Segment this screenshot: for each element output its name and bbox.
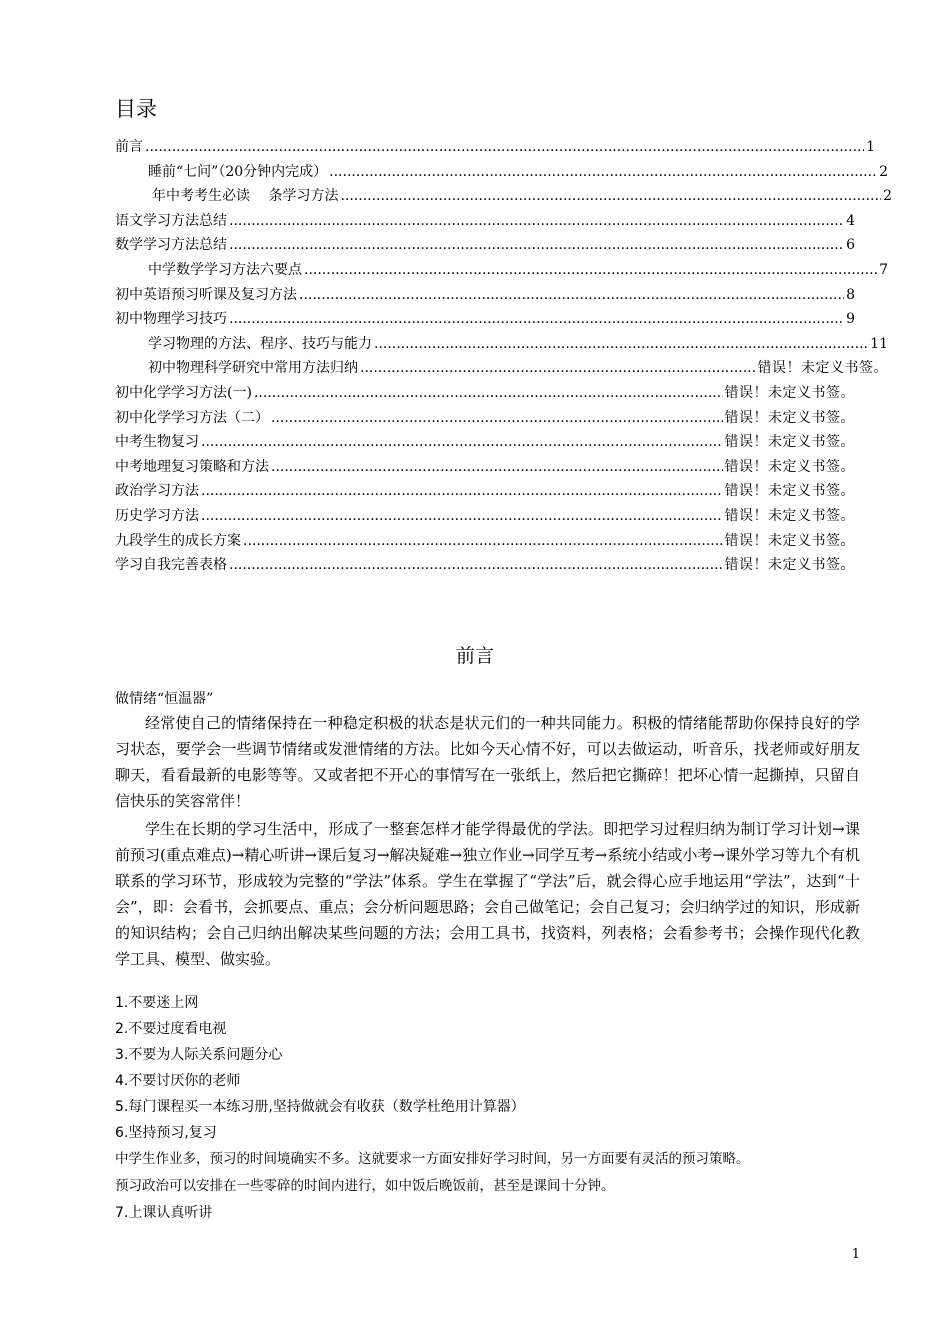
list-item: 3.不要为人际关系问题分心 xyxy=(115,1047,283,1063)
list-item-text: 预习政治可以安排在一些零碎的时间内进行，如中饭后晚饭前，甚至是课间十分钟。 xyxy=(115,1178,615,1194)
toc-entry-title: 中考生物复习 xyxy=(115,434,199,451)
toc-leader-dots xyxy=(229,311,844,327)
toc-leader-dots xyxy=(243,533,723,549)
page-number: 1 xyxy=(851,1247,860,1262)
toc-entry-page: 错误！未定义书签。 xyxy=(724,532,855,549)
toc-entry[interactable] xyxy=(115,530,855,555)
toc-entry-title: 初中物理学习技巧 xyxy=(115,311,227,328)
toc-leader-dots xyxy=(271,459,723,475)
toc-entry-page: 错误！未定义书签。 xyxy=(724,507,855,524)
toc-leader-dots xyxy=(145,139,864,155)
list-item: 7.上课认真听讲 xyxy=(115,1205,213,1221)
toc-entry-title: 历史学习方法 xyxy=(115,507,199,524)
toc-entry[interactable] xyxy=(115,161,888,186)
toc-entry-page: 2 xyxy=(883,188,892,205)
toc-entry-title: 学习物理的方法、程序、技巧与能力 xyxy=(148,335,372,352)
list-item: 5.每门课程买一本练习册,坚持做就会有收获（数学杜绝用计算器） xyxy=(115,1099,525,1115)
list-item: 1.不要迷上网 xyxy=(115,995,199,1011)
toc-entry[interactable] xyxy=(115,259,888,284)
toc-entry[interactable] xyxy=(115,382,855,407)
toc-entry-title: 初中化学学习方法(一) xyxy=(115,384,252,401)
toc-leader-dots xyxy=(201,483,723,499)
toc-entry[interactable] xyxy=(115,554,855,579)
toc-leader-dots xyxy=(360,360,756,376)
toc-entry[interactable] xyxy=(115,407,855,432)
toc-title: 目录 xyxy=(115,97,157,121)
preface-title: 前言 xyxy=(455,645,494,667)
list-item-text: 中学生作业多，预习的时间境确实不多。这就要求一方面安排好学习时间，另一方面要有灵活的预习策略。 xyxy=(115,1151,750,1167)
toc-leader-dots xyxy=(254,385,723,401)
toc-leader-dots xyxy=(201,508,723,524)
toc-entry[interactable] xyxy=(115,136,875,161)
toc-entry-page: 11 xyxy=(870,335,888,352)
toc-entry[interactable] xyxy=(115,357,888,382)
toc-leader-dots xyxy=(229,557,723,573)
toc-entry-title: 中学数学学习方法六要点 xyxy=(148,261,302,278)
toc-entry-page: 7 xyxy=(879,261,888,278)
toc-entry-page: 错误！未定义书签。 xyxy=(724,483,855,500)
toc-entry[interactable] xyxy=(115,480,855,505)
toc-entry-page: 9 xyxy=(846,311,855,328)
toc-leader-dots xyxy=(229,213,844,229)
toc-entry[interactable] xyxy=(115,456,855,481)
toc-leader-dots xyxy=(340,188,881,204)
toc-entry[interactable] xyxy=(115,308,855,333)
toc-entry-page: 错误！未定义书签。 xyxy=(724,557,855,574)
toc-entry-title: 政治学习方法 xyxy=(115,483,199,500)
toc-entry-page: 4 xyxy=(846,212,855,229)
toc-entry[interactable] xyxy=(115,284,855,309)
toc-entry[interactable] xyxy=(115,505,855,530)
toc-entry-title: 九段学生的成长方案 xyxy=(115,532,241,549)
tips-list xyxy=(115,990,875,1226)
toc-leader-dots xyxy=(329,164,877,180)
toc-entry-title: 初中物理科学研究中常用方法归纳 xyxy=(148,360,358,377)
toc-entry-title: 语文学习方法总结 xyxy=(115,212,227,229)
toc-entry[interactable] xyxy=(115,210,855,235)
toc-entry[interactable] xyxy=(115,431,855,456)
toc-entry-page: 错误！未定义书签。 xyxy=(724,434,855,451)
toc-entry-page: 错误！未定义书签。 xyxy=(757,360,888,377)
toc-leader-dots xyxy=(271,410,723,426)
preface-paragraph-1: 经常使自己的情绪保持在一种稳定积极的状态是状元们的一种共同能力。积极的情绪能帮助你保持良好的学习状态，要学会一些调节情绪或发泄情绪的方法。比如今天心情不好，可以去做运动，听音乐，找老师或好朋友聊天，看看最新的电影等等。又或者把不开心的事情写在一张纸上，然后把它撕碎！把坏心情一起撕掉，只留自信快乐的笑容常伴！ xyxy=(115,714,860,810)
toc-leader-dots xyxy=(229,237,844,253)
toc-leader-dots xyxy=(304,262,877,278)
toc-entry-title: 数学学习方法总结 xyxy=(115,237,227,254)
list-item: 6.坚持预习,复习 xyxy=(115,1125,217,1141)
list-item: 2.不要过度看电视 xyxy=(115,1021,227,1037)
preface-paragraph-2: 学生在长期的学习生活中，形成了一整套怎样才能学得最优的学法。即把学习过程归纳为制订学习计划→课前预习(重点难点)→精心听讲→课后复习→解决疑难→独立作业→同学互考→系统小结或小考→课外学习等九个有机联系的学习环节，形成较为完整的“学法”体系。学生在掌握了“学法”后，就会得心应手地运用“学法”，达到“十会”，即：会看书，会抓要点、重点；会分析问题思路；会自己做笔记；会自己复习；会归纳学过的知识，形成新的知识结构；会自己归纳出解决某些问题的方法；会用工具书，找资料，列表格；会看参考书；会操作现代化教学工具、模型、做实验。 xyxy=(115,820,860,968)
toc-entry-title: 睡前“七问”（20分钟内完成） xyxy=(148,163,328,180)
toc-entry-title: 中考地理复习策略和方法 xyxy=(115,458,269,475)
toc-leader-dots xyxy=(299,287,844,303)
toc-entry-page: 错误！未定义书签。 xyxy=(724,409,855,426)
preface-subheading: 做情绪“恒温器” xyxy=(115,691,214,707)
toc-entry-title: 学习自我完善表格 xyxy=(115,557,227,574)
toc-entry-page: 错误！未定义书签。 xyxy=(724,458,855,475)
toc-entry[interactable] xyxy=(115,234,855,259)
toc-entry-page: 错误！未定义书签。 xyxy=(724,384,855,401)
toc-leader-dots xyxy=(374,336,868,352)
toc-entry-page: 6 xyxy=(846,237,855,254)
toc-entry-title: 初中化学学习方法（二） xyxy=(115,409,269,426)
toc-entry-page: 1 xyxy=(866,139,875,155)
toc-entry[interactable] xyxy=(115,185,892,210)
toc-entry-title: 年中考考生必读 条学习方法 xyxy=(152,188,339,205)
list-item: 4.不要讨厌你的老师 xyxy=(115,1073,241,1089)
table-of-contents xyxy=(115,136,892,579)
toc-entry-title: 前言 xyxy=(115,139,143,155)
toc-entry-page: 8 xyxy=(846,286,855,303)
toc-entry-title: 初中英语预习听课及复习方法 xyxy=(115,286,297,303)
toc-entry-page: 2 xyxy=(879,163,888,180)
toc-leader-dots xyxy=(201,434,723,450)
toc-entry[interactable] xyxy=(115,333,888,358)
